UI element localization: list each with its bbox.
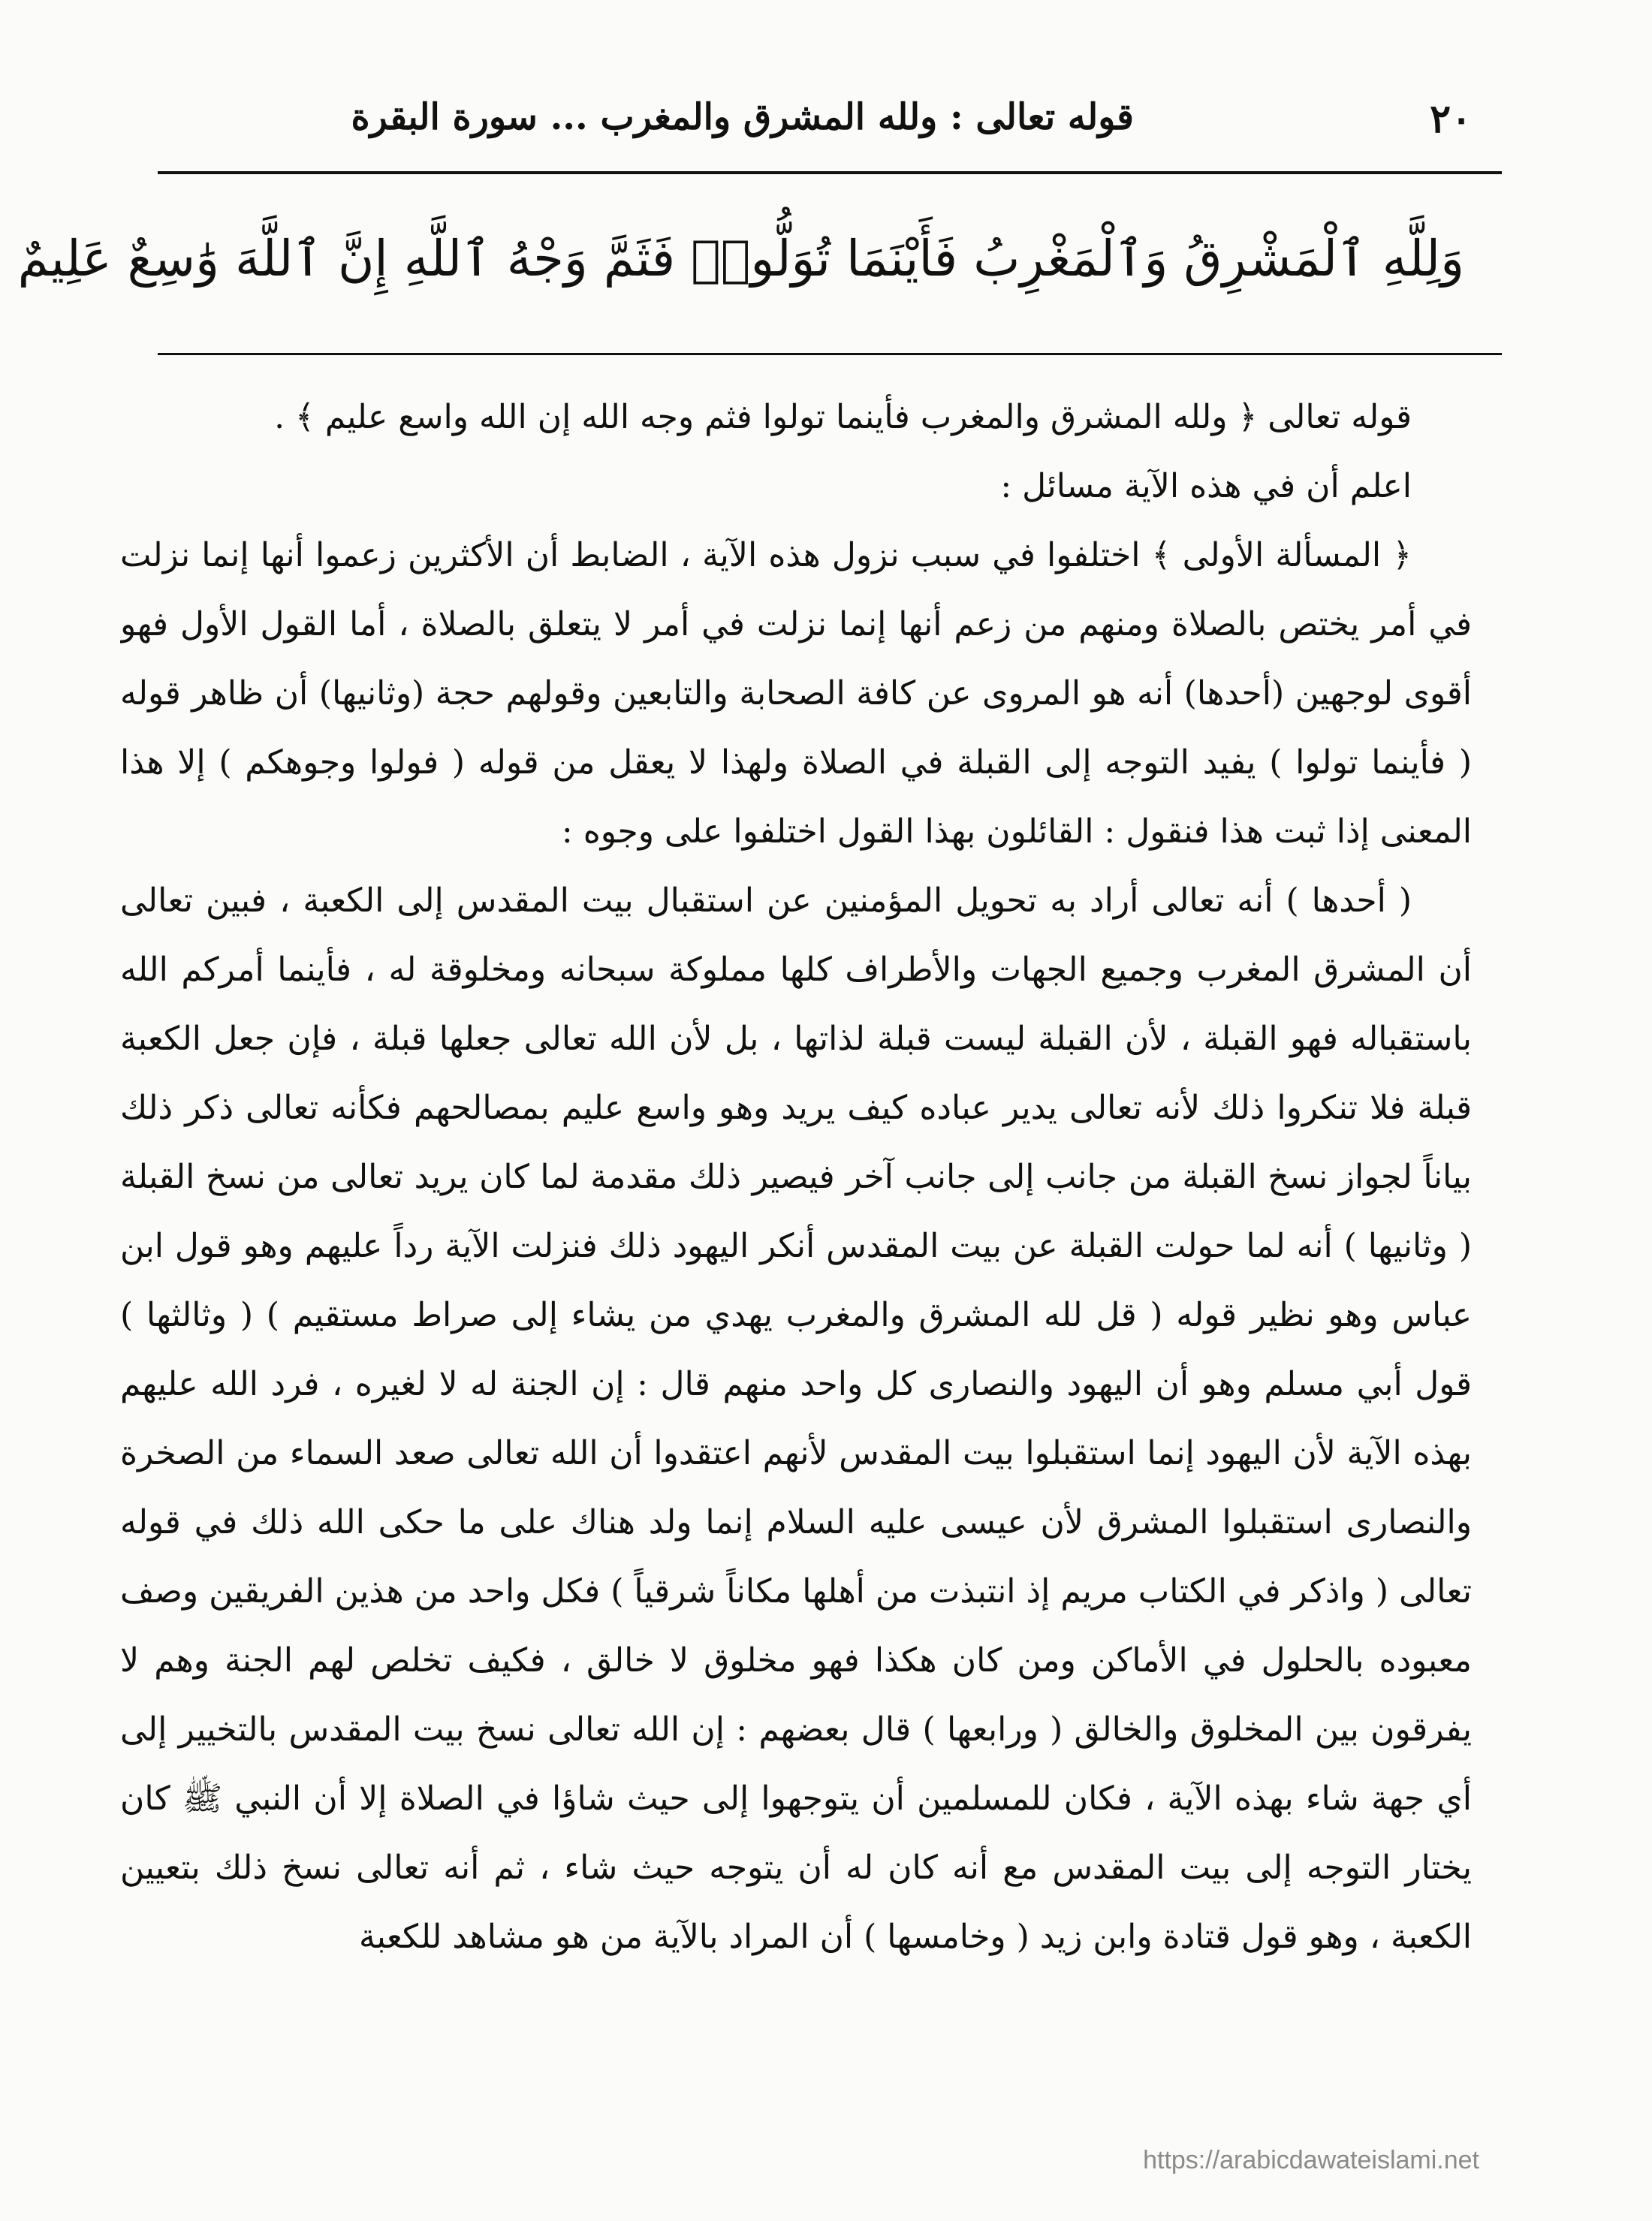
paragraph-opinions: ( أحدها ) أنه تعالى أراد به تحويل المؤمنين عن استقبال بيت المقدس إلى الكعبة ، فبين تعالى أن المشرق المغرب وجميع الجهات والأطراف كلها مملوكة سبحانه ومخلوقة له ، فأينما أمركم الله باستقباله فهو القبلة ، لأن القبلة ليست قبلة لذاتها ، بل لأن الله تعالى جعلها قبلة ، فإن جعل الكعبة قبلة فلا تنكروا ذلك لأنه تعالى يدير عباده كيف يريد وهو واسع عليم بمصالحهم فكأنه تعالى ذكر ذلك بياناً لجواز نسخ القبلة من جانب إلى جانب آخر فيصير ذلك مقدمة لما كان يريد تعالى من نسخ القبلة ( وثانيها ) أنه لما حولت القبلة عن بيت المقدس أنكر اليهود ذلك فنزلت الآية رداً عليهم وهو قول ابن عباس وهو نظير قوله ( قل لله المشرق والمغرب يهدي من يشاء إلى صراط مستقيم ) ( وثالثها ) قول أبي مسلم وهو أن اليهود والنصارى كل واحد منهم قال : إن الجنة له لا لغيره ، فرد الله عليهم بهذه الآية لأن اليهود إنما استقبلوا بيت المقدس لأنهم اعتقدوا أن الله تعالى صعد السماء من الصخرة والنصارى استقبلوا المشرق لأن عيسى عليه السلام إنما ولد هناك على ما حكى الله ذلك في قوله تعالى ( واذكر في الكتاب مريم إذ انتبذت من أهلها مكاناً شرقياً ) فكل واحد من هذين الفريقين وصف معبوده بالحلول في الأماكن ومن كان هكذا فهو مخلوق لا خالق ، فكيف تخلص لهم الجنة وهم لا يفرقون بين المخلوق والخالق ( ورابعها ) قال بعضهم : إن الله تعالى نسخ بيت المقدس بالتخيير إلى أي جهة شاء بهذه الآية ، فكان للمسلمين أن يتوجهوا إلى حيث شاؤا في الصلاة إلا أن النبي ﷺ كان يختار التوجه إلى بيت المقدس مع أنه كان له أن يتوجه حيث شاء ، ثم أنه تعالى نسخ ذلك بتعيين الكعبة ، وهو قول قتادة وابن زيد ( وخامسها ) أن المراد بالآية من هو مشاهد للكعبة: [120, 881, 1472, 1956]
source-watermark: https://arabicdawateislami.net: [1143, 2146, 1479, 2174]
quran-verse: [17, 188, 1464, 330]
commentary-body: [120, 383, 1472, 2065]
header-rule: [158, 171, 1502, 174]
paragraph-first-issue: ﴿ المسألة الأولى ﴾ اختلفوا في سبب نزول هذه الآية ، الضابط أن الأكثرين زعموا أنها إنما نزلت في أمر يختص بالصلاة ومنهم من زعم أنها إنما نزلت في أمر لا يتعلق بالصلاة ، أما القول الأول فهو أقوى لوجهين (أحدها) أنه هو المروى عن كافة الصحابة والتابعين وقولهم حجة (وثانيها) أن ظاهر قوله ( فأينما تولوا ) يفيد التوجه إلى القبلة في الصلاة ولهذا لا يعقل من قوله ( فولوا وجوهكم ) إلا هذا المعنى إذا ثبت هذا فنقول : القائلون بهذا القول اختلفوا على وجوه :: [120, 536, 1472, 851]
paragraph-intro: اعلم أن في هذه الآية مسائل :: [1000, 467, 1412, 505]
paragraph-verse-quote: قوله تعالى ﴿ ولله المشرق والمغرب فأينما تولوا فثم وجه الله إن الله واسع عليم ﴾ .: [274, 398, 1412, 436]
verse-text: وَلِلَّهِ ٱلْمَشْرِقُ وَٱلْمَغْرِبُ فَأَيْنَمَا تُوَلُّوا۟ فَثَمَّ وَجْهُ ٱللَّهِ إِنَّ ٱللَّهَ وَٰسِعٌ عَلِيمٌ: [17, 230, 1464, 288]
verse-rule: [158, 353, 1502, 355]
running-title: قوله تعالى : ولله المشرق والمغرب ... سورة البقرة: [351, 96, 1134, 138]
page-number: ٢٠: [1430, 96, 1472, 142]
page-header: [165, 83, 1487, 150]
